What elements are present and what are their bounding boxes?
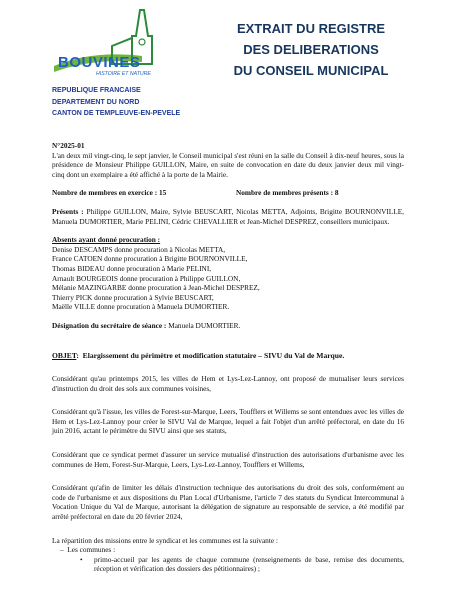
proxy-item: Thomas BIDEAU donne procuration à Marie PELINI, [52,263,212,273]
missions-list [60,545,404,574]
proxy-item: Mélanie MAZINGARBE donne procuration à Jean-Michel DESPREZ, [52,283,260,293]
proxy-item: Maëlle VILLE donne procuration à Manuela DUMORTIER. [52,302,230,312]
bullet-text: primo-accueil par les agents de chaque commune (renseignements de base, remise des documents, réception et vérification des dossiers des pétitionnaires) ; [94,554,404,574]
admin-canton: CANTON DE TEMPLEUVE-EN-PEVELE [52,110,181,117]
administrative-header [52,85,180,120]
deliberation-number: N°2025-01 [52,141,85,150]
proxy-item: Arnault BOURGEOIS donne procuration à Philippe GUILLON, [52,273,241,283]
considerant-2: Considérant qu'à l'issue, les villes de Forest-sur-Marque, Leers, Toufflers et Willems se sont entendues avec les villes de Hem et Lys-Lez-Lannoy pour créer le SIVU Val de Marque, lequel a fait l'objet d'un arrêté préfectoral, en date du 16 juin 2016, actant le périmètre du SIVU ainsi que ses statuts, [52,407,404,436]
proxy-item: France CATOEN donne procuration à Brigitte BOURNONVILLE, [52,254,248,264]
admin-department: DEPARTEMENT DU NORD [52,98,140,106]
considerant-1: Considérant qu'au printemps 2015, les villes de Hem et Lys-Lez-Lannoy, ont proposé de mutualiser leurs services d'instruction du droit des sols aux communes voisines, [52,374,404,393]
list-item-communes: Les communes : [67,545,116,555]
deliberation-body [52,141,404,574]
logo-name: BOUVINES [58,54,141,71]
present-members [52,207,404,226]
present-label: Présents : [52,206,84,216]
present-list: Philippe GUILLON, Maire, Sylvie BEUSCART, Nicolas METTA, Adjoints, Brigitte BOURNONVILLE, Manuela DUMORTIER, Marie PELINI, Cédric CHEVALLIER et Jean-Michel DESPREZ, conseillers municipaux. [52,206,404,226]
considerant-4: Considérant qu'afin de limiter les délais d'instruction technique des autorisations du droit des sols, conformément au code de l'urbanisme et aux dispositions du Plan Local d'Urbanisme, l'article 7 des statuts du Syndicat Intercommunal à Vocation Unique du Val de Marque, autorisant la délégation de signature au responsable de service, a été modifié par arrêté préfectoral en date du 20 février 2024, [52,483,404,522]
admin-republic: REPUBLIQUE FRANCAISE [52,87,141,94]
absent-label: Absents ayant donné procuration : [52,235,161,245]
bullet-icon: • [80,554,83,564]
objet-text: Elargissement du périmètre et modification statutaire – SIVU du Val de Marque. [82,350,345,360]
members-in-office: Nombre de membres en exercice : 15 [52,188,167,198]
member-counts [52,188,404,198]
secretary-name: Manuela DUMORTIER. [168,320,241,330]
missions-intro: La répartition des missions entre le syndicat et les communes est la suivante : [52,535,278,545]
document-title [186,18,436,81]
list-item: – Les communes : [60,545,116,555]
title-line-1: EXTRAIT DU REGISTRE [236,21,386,36]
proxy-item: Thierry PICK donne procuration à Sylvie BEUSCART, [52,292,214,302]
bullet-item [80,555,404,574]
secretary-label: Désignation du secrétaire de séance : [52,320,167,330]
logo-tagline: HISTOIRE ET NATURE [96,71,151,77]
bouvines-logo [52,6,170,78]
proxy-item: Denise DESCAMPS donne procuration à Nicolas METTA, [52,244,226,254]
title-line-3: DU CONSEIL MUNICIPAL [233,63,389,78]
members-present: Nombre de membres présents : 8 [236,188,339,198]
meeting-intro: L'an deux mil vingt-cinq, le sept janvier, le Conseil municipal s'est réuni en la salle du Conseil à dix-neuf heures, sous la présidence de Monsieur Philippe GUILLON, Maire, en suite de convocation en date du deux janvier deux mil vingt-cinq dont un exemplaire a été affiché à la porte de la Mairie. [52,150,404,179]
objet-heading: OBJET: Elargissement du périmètre et modification statutaire – SIVU du Val de Marque. [52,350,345,360]
bouvines-logo-graphic [52,6,170,78]
secretary-designation [52,321,404,331]
logo-clock [139,39,145,45]
objet-label: OBJET [52,350,77,360]
proxy-list [52,245,404,312]
title-line-2: DES DELIBERATIONS [243,42,379,57]
considerant-3: Considérant que ce syndicat permet d'assurer un service mutualisé d'instruction des autorisations d'urbanisme avec les communes de Hem, Forest-Sur-Marque, Leers, Lys-Lez-Lannoy, Toufflers et Willems, [52,450,404,469]
